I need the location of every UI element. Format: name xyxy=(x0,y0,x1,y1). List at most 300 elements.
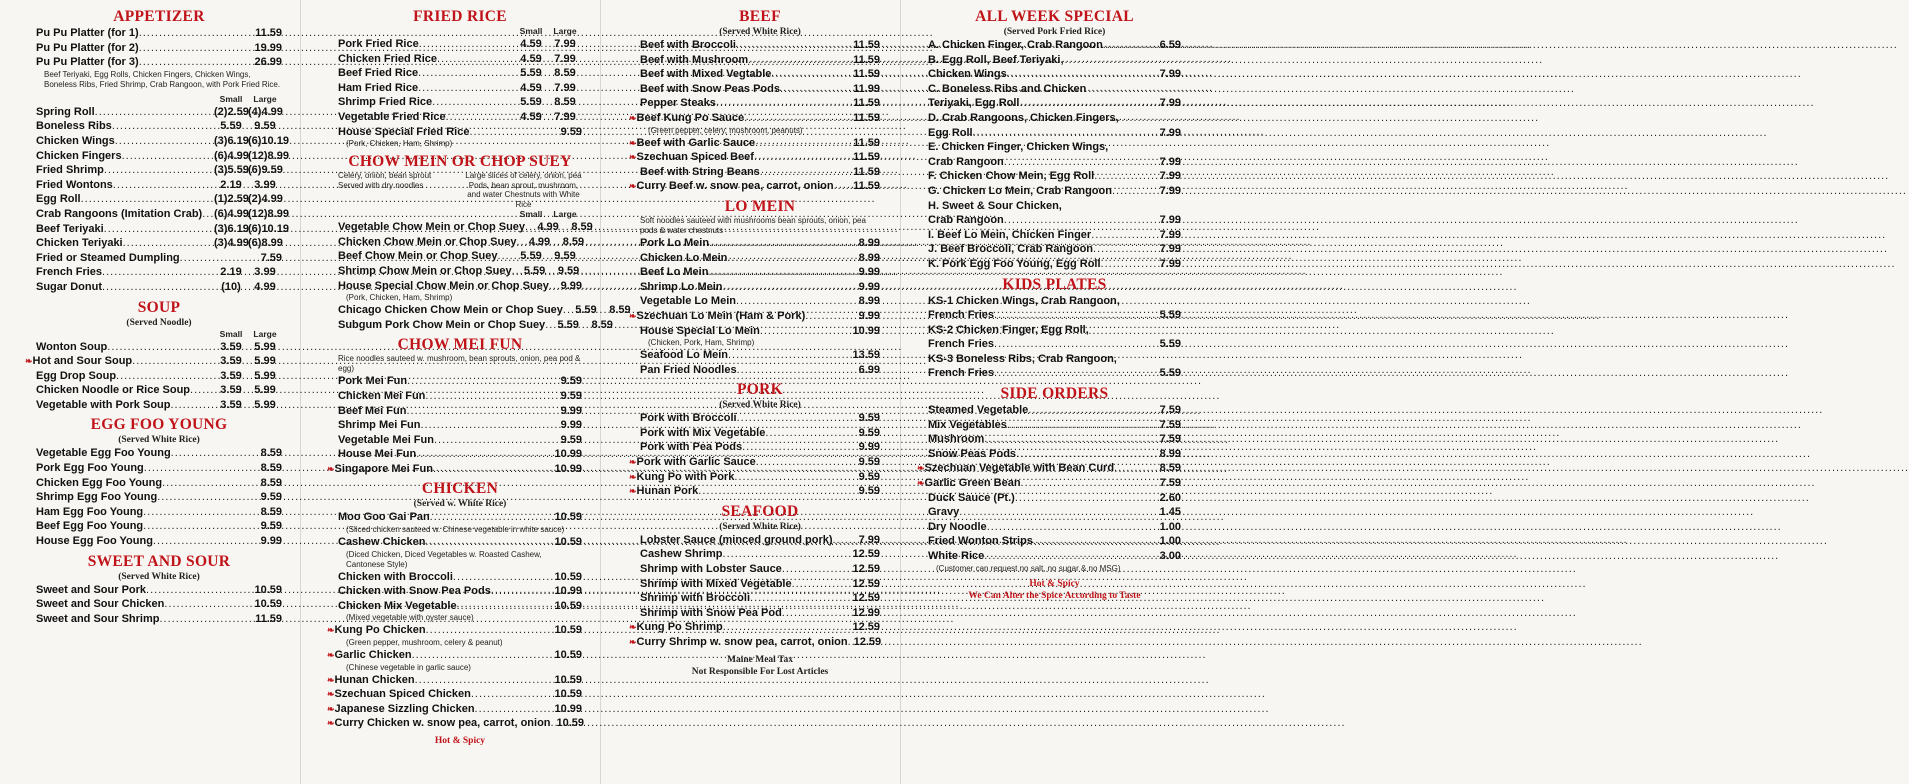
item-name: Crab Rangoon xyxy=(928,155,1004,168)
menu-section xyxy=(629,381,880,499)
item-name: Steamed Vegetable xyxy=(928,404,1029,417)
menu-item xyxy=(629,470,880,485)
item-name: Snow Peas Pods xyxy=(928,447,1017,460)
item-description: (Mixed vegetable with oyster sauce) xyxy=(346,613,474,623)
item-price: 9.59 xyxy=(858,470,880,483)
item-price-large: 9.59 xyxy=(557,264,580,277)
item-price: 10.99 xyxy=(554,462,582,475)
menu-item xyxy=(338,249,582,264)
size-header: Large xyxy=(553,26,577,36)
menu-section xyxy=(629,8,880,194)
menu-item xyxy=(640,440,880,455)
dot-leader xyxy=(425,535,554,550)
item-price-large: (12)8.99 xyxy=(248,149,289,162)
menu-item xyxy=(36,134,289,149)
item-price-small: 4.99 xyxy=(528,235,551,248)
dot-leader xyxy=(491,584,555,599)
item-name: Curry Chicken w. snow pea, carrot, onion xyxy=(334,717,551,730)
menu-item xyxy=(629,111,880,126)
menu-item xyxy=(327,673,582,688)
dot-leader xyxy=(756,455,859,470)
menu-item xyxy=(629,150,880,165)
item-price-large: (6)10.19 xyxy=(248,222,289,235)
item-price: 7.99 xyxy=(1159,228,1181,241)
menu-item xyxy=(338,374,582,389)
item-name: Garlic Green Bean xyxy=(924,477,1021,490)
size-header: Small xyxy=(519,26,543,36)
item-name: House Special Chow Mein or Chop Suey xyxy=(338,279,549,292)
menu-item xyxy=(928,257,1181,272)
item-price-small: 3.59 xyxy=(220,369,242,382)
item-price: 11.59 xyxy=(853,39,880,51)
item-price-large: (6)9.59 xyxy=(248,164,283,177)
item-price-large: 3.99 xyxy=(254,178,276,191)
menu-item xyxy=(640,67,880,82)
item-price: 10.99 xyxy=(554,448,582,461)
hot-spicy-icon: ❧ xyxy=(917,478,925,489)
item-name: KS-1 Chicken Wings, Crab Rangoon, xyxy=(928,294,1120,307)
menu-item xyxy=(36,597,282,612)
hot-spicy-icon: ❧ xyxy=(629,112,637,123)
menu-column-3 xyxy=(629,8,882,778)
item-price-large: 7.99 xyxy=(554,38,576,50)
item-price: 10.59 xyxy=(554,673,582,686)
menu-item xyxy=(928,242,1181,257)
item-price: 10.59 xyxy=(554,570,582,583)
item-name: Szechuan Spiced Beef xyxy=(636,151,754,164)
item-description: (Chicken, Pork, Ham, Shrimp) xyxy=(648,338,755,348)
item-price: 9.59 xyxy=(560,389,582,402)
menu-item xyxy=(36,612,282,627)
item-name: Spring Roll xyxy=(36,105,95,118)
item-name: Vegetable Fried Rice xyxy=(338,110,446,123)
menu-item xyxy=(36,398,282,413)
item-name: Kung Po Chicken xyxy=(334,624,426,637)
item-price: 11.59 xyxy=(853,165,880,178)
dot-leader xyxy=(771,67,853,82)
item-name: Chicken Teriyaki xyxy=(36,237,123,250)
menu-section xyxy=(338,153,631,332)
menu-item xyxy=(36,251,282,266)
footer-line: Hot & Spicy xyxy=(434,736,486,746)
menu-item xyxy=(640,363,880,378)
item-name: Beef with String Beans xyxy=(640,165,760,178)
item-name: Cashew Shrimp xyxy=(640,548,723,561)
item-price-small: 5.59 xyxy=(557,318,579,331)
footer-note xyxy=(640,654,880,678)
item-price: 9.59 xyxy=(260,520,282,533)
dot-leader xyxy=(112,119,214,134)
menu-section xyxy=(629,502,882,650)
item-name: Hunan Chicken xyxy=(334,673,415,686)
menu-item xyxy=(36,505,282,520)
menu-item xyxy=(928,323,1181,338)
menu-item xyxy=(36,163,282,178)
menu-item xyxy=(338,418,582,433)
menu-item xyxy=(25,354,282,369)
item-name: Beef with Mixed Vegtable xyxy=(640,68,772,81)
menu-item xyxy=(338,235,585,250)
menu-item xyxy=(36,340,282,355)
hot-spicy-icon: ❧ xyxy=(629,486,637,497)
dot-leader xyxy=(107,340,214,355)
item-price-small: 5.59 xyxy=(523,264,546,277)
item-price-small: 4.59 xyxy=(520,38,542,50)
dot-leader xyxy=(1021,476,1160,491)
item-price-small: 2.19 xyxy=(220,178,242,191)
item-price: 11.59 xyxy=(853,53,880,66)
section-title: EGG FOO YOUNG xyxy=(90,416,228,434)
menu-item xyxy=(36,476,282,491)
item-price: 1.45 xyxy=(1159,506,1181,519)
menu-column-2 xyxy=(327,8,631,778)
menu-item xyxy=(928,549,1181,564)
dot-leader xyxy=(164,597,254,612)
section-note: Celery, onion, bean sprout Served with dry noodles xyxy=(338,171,432,190)
item-name: Singapore Mei Fun xyxy=(334,462,433,475)
menu-item xyxy=(917,461,1181,476)
item-price: 8.99 xyxy=(858,295,880,308)
menu-item xyxy=(338,66,582,81)
item-name: Seafood Lo Mein xyxy=(640,349,728,362)
size-header: Small xyxy=(519,209,543,220)
item-name: Sweet and Sour Pork xyxy=(36,583,147,596)
dot-leader xyxy=(549,279,561,294)
item-name: Gravy xyxy=(928,506,960,519)
item-price: 10.59 xyxy=(554,649,582,662)
item-name: Pepper Steaks xyxy=(640,97,716,110)
item-price: 10.59 xyxy=(254,598,282,611)
item-name: Crab Rangoons (Imitation Crab) xyxy=(36,207,203,220)
item-price: 9.59 xyxy=(858,456,880,469)
item-name: Subgum Pork Chow Mein or Chop Suey xyxy=(338,318,546,331)
dot-leader xyxy=(984,432,1159,447)
menu-item xyxy=(327,462,582,477)
dot-leader xyxy=(1015,491,1160,506)
item-price: 5.59 xyxy=(1159,338,1181,351)
item-description: (Pork, Chicken, Ham, Shrimp) xyxy=(346,139,453,149)
item-name: Shrimp with Broccoli xyxy=(640,592,751,605)
item-name: J. Beef Broccoli, Crab Rangoon xyxy=(928,243,1094,256)
item-price: 2.60 xyxy=(1159,491,1181,504)
menu-item xyxy=(36,192,282,207)
menu-item xyxy=(917,476,1181,491)
item-name: Chicago Chicken Chow Mein or Chop Suey xyxy=(338,304,563,317)
item-price: 9.59 xyxy=(858,412,880,425)
menu-section xyxy=(928,8,1181,272)
dot-leader xyxy=(737,363,859,378)
item-description: (Chinese vegetable in garlic sauce) xyxy=(346,662,471,672)
dot-leader xyxy=(469,125,560,140)
item-price: 11.59 xyxy=(853,151,880,164)
menu-item xyxy=(36,461,282,476)
item-price: 8.59 xyxy=(260,447,282,460)
item-name: Duck Sauce (Pt.) xyxy=(928,491,1015,504)
hot-spicy-icon: ❧ xyxy=(629,137,637,148)
item-name: Vegetable Mei Fun xyxy=(338,433,434,446)
menu-item xyxy=(338,125,582,140)
dot-leader xyxy=(437,52,514,67)
item-price: 10.59 xyxy=(556,717,585,730)
dot-leader xyxy=(765,426,858,441)
menu-item xyxy=(338,52,582,67)
dot-leader xyxy=(115,134,214,149)
menu-item xyxy=(928,520,1181,535)
menu-item xyxy=(928,53,1181,68)
dot-leader xyxy=(446,110,514,125)
item-price-small: (3)5.59 xyxy=(214,164,249,177)
hot-spicy-icon: ❧ xyxy=(629,622,637,633)
item-price: 8.99 xyxy=(858,236,880,249)
dot-leader xyxy=(834,179,854,194)
dot-leader xyxy=(202,207,214,222)
menu-item xyxy=(640,265,880,280)
menu-item xyxy=(36,519,282,534)
size-headers xyxy=(36,94,282,105)
item-price-large: (12)8.99 xyxy=(248,207,289,220)
item-name: French Fries xyxy=(36,266,103,279)
menu-item xyxy=(928,184,1181,199)
item-name: Chicken with Broccoli xyxy=(338,570,453,583)
item-price: 10.99 xyxy=(554,702,582,715)
dot-leader xyxy=(171,446,261,461)
item-name: Vegetable with Pork Soup xyxy=(36,398,171,411)
item-name: Boneless Ribs xyxy=(36,120,112,133)
section-subtitle: (Served Noodle) xyxy=(126,317,192,328)
menu-item xyxy=(36,55,282,70)
item-price: 10.59 xyxy=(554,511,582,524)
dot-leader xyxy=(723,280,859,295)
dot-leader xyxy=(1114,461,1160,476)
item-name: Shrimp Mei Fun xyxy=(338,419,421,432)
item-price: 6.59 xyxy=(1159,39,1181,51)
item-price: 3.00 xyxy=(1159,550,1181,562)
item-price: 8.59 xyxy=(260,505,282,518)
dot-leader xyxy=(102,280,214,295)
item-name: Chicken Wings xyxy=(928,68,1007,81)
item-name: Wonton Soup xyxy=(36,340,108,353)
menu-section xyxy=(327,336,582,476)
dot-leader xyxy=(430,510,555,525)
dot-leader xyxy=(144,461,261,476)
dot-leader xyxy=(415,673,555,688)
dot-leader xyxy=(780,82,853,97)
section-title: SIDE ORDERS xyxy=(1000,385,1109,403)
dot-leader xyxy=(475,702,555,717)
item-description: (Sliced chicken sauteed w. Chinese vegetable in white sauce) xyxy=(346,525,565,535)
item-price: 9.99 xyxy=(858,280,880,293)
item-price: 11.59 xyxy=(853,136,880,149)
item-price: 9.59 xyxy=(260,491,282,504)
dot-leader xyxy=(973,126,1160,141)
item-price-large: (4)4.99 xyxy=(248,105,283,118)
menu-item xyxy=(928,155,1181,170)
menu-item xyxy=(640,82,880,97)
menu-item xyxy=(36,383,282,398)
item-price-small: 4.59 xyxy=(520,110,542,123)
item-price: 7.99 xyxy=(1159,214,1181,227)
dot-leader xyxy=(1007,418,1160,433)
menu-section xyxy=(36,8,282,90)
dot-leader xyxy=(760,165,853,180)
item-price: 9.99 xyxy=(560,404,582,417)
dot-leader xyxy=(1091,228,1159,243)
hot-spicy-icon: ❧ xyxy=(327,650,335,661)
dot-leader xyxy=(1004,213,1160,228)
item-name: Garlic Chicken xyxy=(334,649,412,662)
item-name: Pork with Broccoli xyxy=(640,412,737,425)
item-name: Crab Rangoon xyxy=(928,214,1004,227)
item-price: 9.59 xyxy=(560,375,582,388)
item-price-large: 5.99 xyxy=(254,340,276,353)
dot-leader xyxy=(471,687,555,702)
item-name: Shrimp Lo Mein xyxy=(640,280,723,293)
item-name: Shrimp with Mixed Vegetable xyxy=(640,577,792,590)
menu-item xyxy=(640,53,880,68)
menu-item xyxy=(36,207,289,222)
item-price-large: 7.99 xyxy=(554,81,576,94)
item-name: Kung Po with Pork xyxy=(636,470,735,483)
dot-leader xyxy=(190,383,214,398)
item-name: Fried Shrimp xyxy=(36,164,104,177)
menu-item xyxy=(338,447,582,462)
dot-leader xyxy=(959,505,1159,520)
hot-spicy-icon: ❧ xyxy=(327,625,335,636)
menu-section xyxy=(917,385,1181,574)
item-price: 19.99 xyxy=(254,41,282,54)
menu-item xyxy=(36,105,282,120)
item-name: Kung Po Shrimp xyxy=(636,621,723,634)
item-price-large: 8.59 xyxy=(562,235,585,248)
item-price: 11.59 xyxy=(255,27,282,39)
hot-spicy-icon: ❧ xyxy=(629,471,637,482)
menu-item xyxy=(640,236,880,251)
size-header: Small xyxy=(219,93,243,104)
menu-item xyxy=(640,38,880,53)
footer-line: Maine Meal Tax xyxy=(727,654,793,665)
item-name: Curry Shrimp w. snow pea, carrot, onion xyxy=(636,636,848,648)
dot-leader xyxy=(760,324,853,339)
dot-leader xyxy=(104,163,214,178)
dot-leader xyxy=(406,404,560,419)
dot-leader xyxy=(104,222,214,237)
item-price: 7.59 xyxy=(1159,404,1181,417)
section-title: PORK xyxy=(737,381,783,399)
menu-item xyxy=(928,169,1181,184)
menu-item xyxy=(928,126,1181,141)
dot-leader xyxy=(805,309,858,324)
item-name: Egg Drop Soup xyxy=(36,369,117,382)
menu-item xyxy=(36,178,282,193)
menu-item xyxy=(36,369,282,384)
hot-spicy-icon: ❧ xyxy=(327,703,335,714)
item-name: Lobster Sauce (minced ground pork) xyxy=(640,533,833,546)
section-subtitle: (Served White Rice) xyxy=(719,27,801,37)
dot-leader xyxy=(139,41,255,56)
dot-leader xyxy=(418,66,514,81)
item-price-large: 8.59 xyxy=(591,318,613,331)
dot-leader xyxy=(146,583,254,598)
dot-leader xyxy=(727,251,858,266)
dot-leader xyxy=(698,484,858,499)
item-name: Beef Kung Po Sauce xyxy=(636,111,745,124)
item-name: House Special Lo Mein xyxy=(640,324,760,337)
item-name: Beef Chow Mein or Chop Suey xyxy=(338,250,498,263)
item-name: Shrimp Egg Foo Young xyxy=(36,491,158,504)
menu-item xyxy=(928,432,1181,447)
item-price: 9.99 xyxy=(858,266,880,279)
item-name: K. Pork Egg Foo Young, Egg Roll xyxy=(928,257,1101,270)
item-name: Vegetable Chow Mein or Chop Suey xyxy=(338,221,526,234)
dot-leader xyxy=(736,38,853,53)
section-title: CHICKEN xyxy=(421,480,499,498)
item-name: G. Chicken Lo Mein, Crab Rangoon xyxy=(928,184,1112,197)
item-price: 9.59 xyxy=(560,433,582,446)
menu-item xyxy=(36,534,282,549)
item-price: 10.99 xyxy=(554,585,582,598)
item-name: Cashew Chicken xyxy=(338,536,426,549)
item-name: French Fries xyxy=(928,338,995,351)
dot-leader xyxy=(421,418,561,433)
item-name: Fried Wonton Strips xyxy=(928,535,1033,548)
menu-item xyxy=(629,484,880,499)
menu-section xyxy=(327,480,585,731)
dot-leader xyxy=(419,37,514,52)
dot-leader xyxy=(426,623,555,638)
section-title: FRIED RICE xyxy=(413,8,507,25)
item-name: Vegetable Lo Mein xyxy=(640,295,736,308)
item-price-small: (3)4.99 xyxy=(214,237,249,250)
item-name: Vegetable Egg Foo Young xyxy=(36,447,171,460)
item-price: 7.99 xyxy=(1159,257,1181,270)
item-name: Japanese Sizzling Chicken xyxy=(334,702,475,715)
dot-leader xyxy=(498,249,514,264)
item-price-small: (10) xyxy=(221,280,241,293)
item-price: 10.59 xyxy=(554,599,582,612)
item-name: Pu Pu Platter (for 2) xyxy=(36,41,139,54)
menu-item xyxy=(640,533,880,548)
dot-leader xyxy=(170,398,214,413)
item-name: Beef Egg Foo Young xyxy=(36,520,144,533)
menu-item xyxy=(928,337,1181,352)
item-name: Chicken Fingers xyxy=(36,149,122,162)
item-description: (Green pepper, celery, mushroom, peanuts) xyxy=(648,125,803,135)
size-headers xyxy=(338,209,582,220)
item-name: Curry Beef w. snow pea, carrot, onion xyxy=(636,180,834,193)
footer-line: Hot & Spicy xyxy=(1029,578,1080,589)
menu-item xyxy=(327,623,582,638)
size-header: Small xyxy=(219,328,243,339)
menu-item xyxy=(338,81,582,96)
dot-leader xyxy=(750,591,852,606)
section-subtitle: (Served w. White Rice) xyxy=(413,499,507,510)
dot-leader xyxy=(1112,184,1160,199)
item-price-small: 4.99 xyxy=(537,221,559,234)
item-name: Chicken Noodle or Rice Soup xyxy=(36,384,191,397)
item-description: (Diced Chicken, Diced Vegetables w. Roasted Cashew, Cantonese Style) xyxy=(346,549,542,569)
item-price: 1.00 xyxy=(1159,535,1181,548)
dot-leader xyxy=(416,447,554,462)
item-price-small: 5.59 xyxy=(575,304,597,317)
item-name: Pork Mei Fun xyxy=(338,375,408,388)
footer-note xyxy=(338,735,582,747)
dot-leader xyxy=(744,111,853,126)
item-name: E. Chicken Finger, Chicken Wings, xyxy=(928,141,1109,154)
item-price: 10.59 xyxy=(554,536,582,549)
section-subtitle: (Served White Rice) xyxy=(719,400,801,411)
menu-item xyxy=(327,648,582,663)
dot-leader xyxy=(755,136,853,151)
